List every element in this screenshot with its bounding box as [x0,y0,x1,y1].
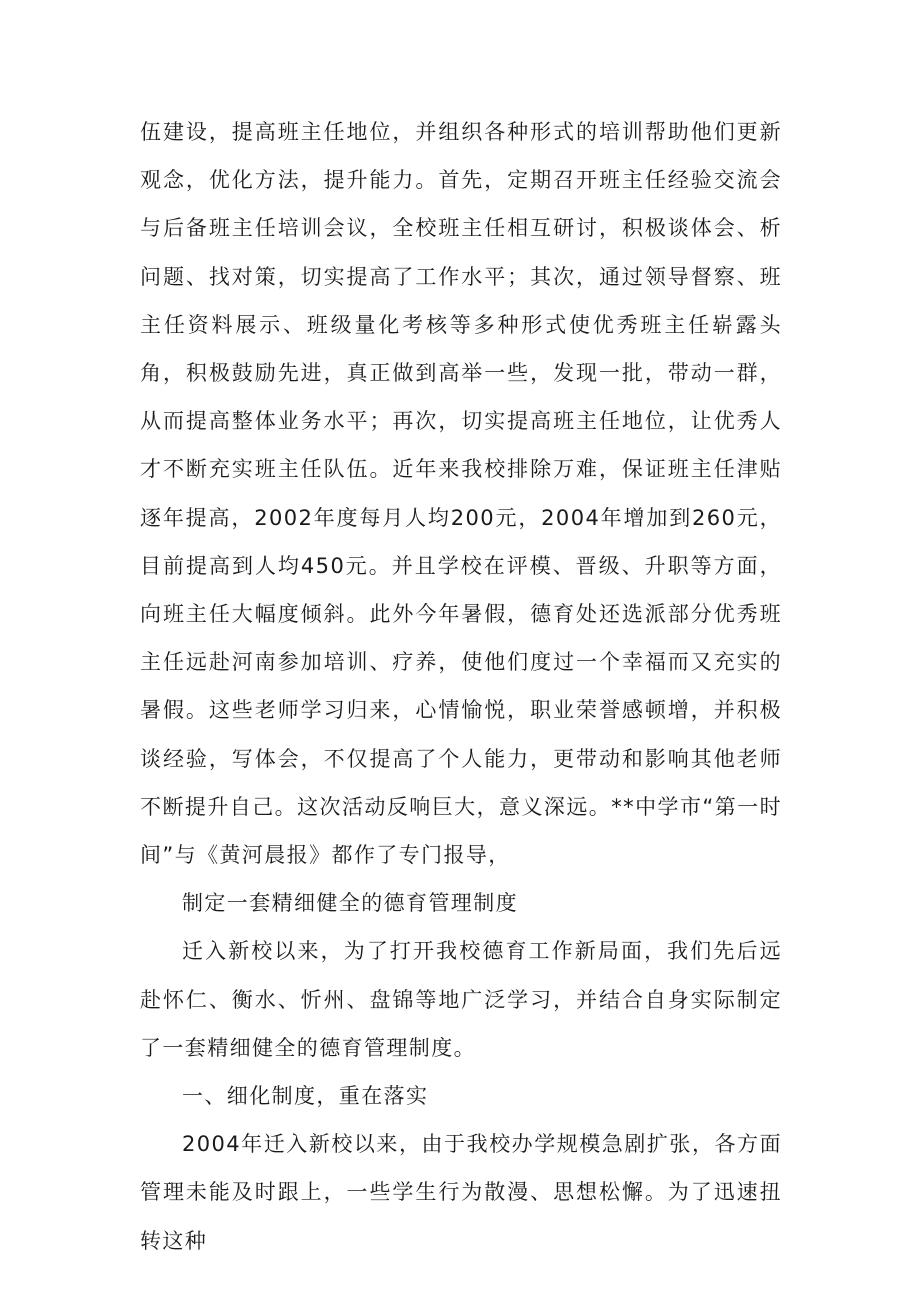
paragraph-continuation: 伍建设，提高班主任地位，并组织各种形式的培训帮助他们更新观念，优化方法，提升能力。首先，定期召开班主任经验交流会与后备班主任培训会议，全校班主任相互研讨，积极谈体会、析问题、找对策，切实提高了工作水平；其次，通过领导督察、班主任资料展示、班级量化考核等多种形式使优秀班主任崭露头角，积极鼓励先进，真正做到高举一些，发现一批，带动一群，从而提高整体业务水平；再次，切实提高班主任地位，让优秀人才不断充实班主任队伍。近年来我校排除万难，保证班主任津贴逐年提高，2002年度每月人均200元，2004年增加到260元，目前提高到人均450元。并且学校在评模、晋级、升职等方面，向班主任大幅度倾斜。此外今年暑假，德育处还选派部分优秀班主任远赴河南参加培训、疗养，使他们度过一个幸福而又充实的暑假。这些老师学习归来，心情愉悦，职业荣誉感顿增，并积极谈经验，写体会，不仅提高了个人能力，更带动和影响其他老师不断提升自己。这次活动反响巨大，意义深远。**中学市“第一时间”与《黄河晨报》都作了专门报导， [140,120,782,868]
paragraph-new-campus: 迁入新校以来，为了打开我校德育工作新局面，我们先后远赴怀仁、衡水、忻州、盘锦等地广泛学习，并结合自身实际制定了一套精细健全的德育管理制度。 [140,939,782,1060]
section-heading-management-system: 制定一套精细健全的德育管理制度 [182,891,518,916]
subsection-heading-refine-system: 一、细化制度，重在落实 [182,1084,429,1109]
document-body [140,108,782,1265]
paragraph-2004-expansion: 2004年迁入新校以来，由于我校办学规模急剧扩张，各方面管理未能及时跟上，一些学生行为散漫、思想松懈。为了迅速扭转这种 [140,1132,782,1253]
